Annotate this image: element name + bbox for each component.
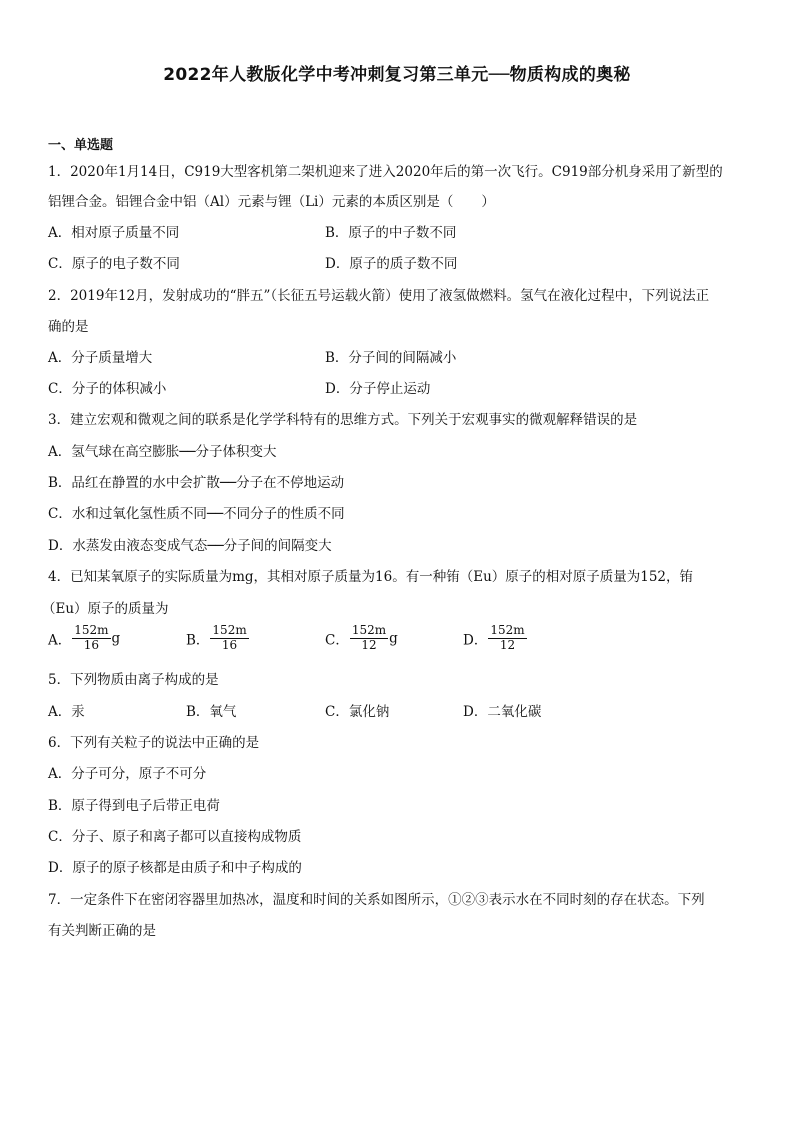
question-6-option-c: C．分子、原子和离子都可以直接构成物质 xyxy=(48,829,302,845)
question-4-option-b: B． $\frac{152m}{16}$ xyxy=(186,623,247,652)
question-6-text: 6．下列有关粒子的说法中正确的是 xyxy=(48,735,260,751)
question-3-option-a: A．氢气球在高空膨胀──分子体积变大 xyxy=(48,444,277,460)
question-2-option-c: C．分子的体积减小 xyxy=(48,381,167,397)
question-4-text-cont: （Eu）原子的质量为 xyxy=(42,601,169,617)
question-5-option-c: C．氯化钠 xyxy=(325,704,390,720)
fraction: $\frac{152m}{12}$ xyxy=(351,623,387,652)
question-2-option-b: B．分子间的间隔减小 xyxy=(325,350,457,366)
question-7-text: 7．一定条件下在密闭容器里加热冰，温度和时间的关系如图所示，①②③表示水在不同时刻的存在状态。下列 xyxy=(48,892,705,908)
question-7-text-cont: 有关判断正确的是 xyxy=(48,923,156,939)
question-1-option-d: D．原子的质子数不同 xyxy=(325,256,458,272)
question-1-option-c: C．原子的电子数不同 xyxy=(48,256,180,272)
question-3-text: 3．建立宏观和微观之间的联系是化学学科特有的思维方式。下列关于宏观事实的微观解释错误的是 xyxy=(48,412,638,428)
fraction: $\frac{152m}{16}$ xyxy=(74,623,109,652)
question-1-option-b: B．原子的中子数不同 xyxy=(325,225,457,241)
question-4-text: 4．已知某氧原子的实际质量为mg，其相对原子质量为16。有一种铕（Eu）原子的相对原子质量为152，铕 xyxy=(48,569,694,585)
question-4-option-d: D． $\frac{152m}{12}$ xyxy=(463,623,525,652)
fraction: $\frac{152m}{12}$ xyxy=(490,623,525,652)
question-5-option-b: B．氧气 xyxy=(186,704,237,720)
question-5-option-d: D．二氧化碳 xyxy=(463,704,542,720)
question-6-option-b: B．原子得到电子后带正电荷 xyxy=(48,798,220,814)
question-6-option-d: D．原子的原子核都是由质子和中子构成的 xyxy=(48,860,302,876)
question-1-text: 1．2020年1月14日，C919大型客机第二架机迎来了进入2020年后的第一次飞行。C919部分机身采用了新型的 xyxy=(48,164,723,180)
fraction: $\frac{152m}{16}$ xyxy=(212,623,247,652)
question-3-option-c: C．水和过氧化氢性质不同──不同分子的性质不同 xyxy=(48,506,345,522)
question-2-option-a: A．分子质量增大 xyxy=(48,350,153,366)
question-1-option-a: A．相对原子质量不同 xyxy=(48,225,180,241)
question-1-text-cont: 铝锂合金。铝锂合金中铝（Al）元素与锂（Li）元素的本质区别是（ ） xyxy=(48,194,495,210)
question-5-option-a: A．汞 xyxy=(48,704,85,720)
question-4-option-a: A． $\frac{152m}{16}$ g xyxy=(48,623,121,652)
question-3-option-d: D．水蒸发由液态变成气态──分子间的间隔变大 xyxy=(48,538,332,554)
question-4-option-c: C． $\frac{152m}{12}$ g xyxy=(325,623,398,652)
question-2-text: 2．2019年12月，发射成功的“胖五”（长征五号运载火箭）使用了液氢做燃料。氢气在液化过程中，下列说法正 xyxy=(48,288,710,304)
question-3-option-b: B．品红在静置的水中会扩散──分子在不停地运动 xyxy=(48,475,345,491)
section-heading: 一、单选题 xyxy=(48,138,114,153)
question-5-text: 5．下列物质由离子构成的是 xyxy=(48,672,219,688)
question-6-option-a: A．分子可分，原子不可分 xyxy=(48,766,207,782)
question-2-text-cont: 确的是 xyxy=(48,319,89,335)
question-2-option-d: D．分子停止运动 xyxy=(325,381,431,397)
page-title: 2022年人教版化学中考冲刺复习第三单元──物质构成的奥秘 xyxy=(163,65,631,85)
